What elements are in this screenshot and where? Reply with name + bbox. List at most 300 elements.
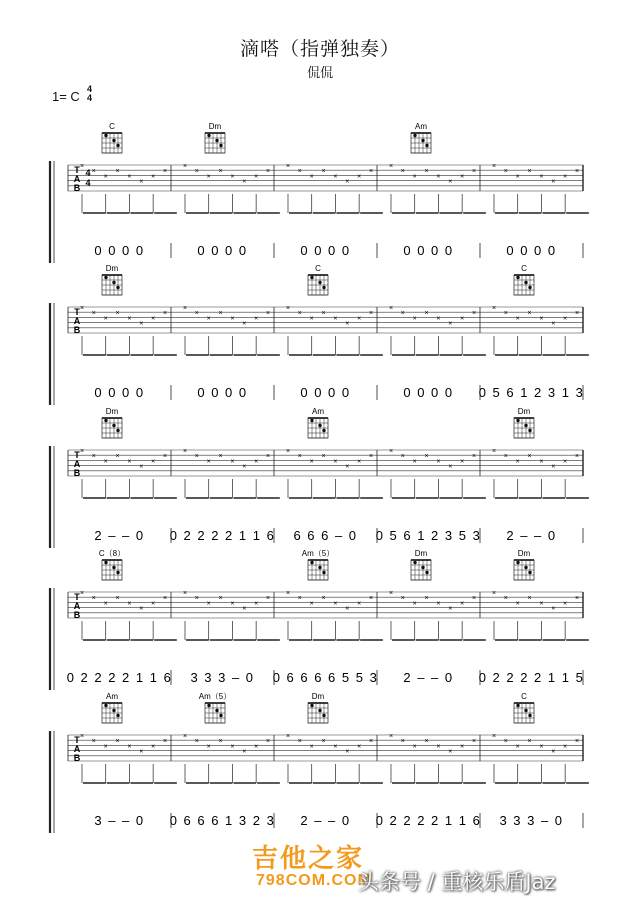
tab-note: × [254, 743, 259, 751]
tab-note: × [139, 605, 144, 613]
tab-note: × [412, 173, 417, 181]
tab-note: × [471, 738, 477, 746]
chord-name: Dm [105, 407, 119, 416]
tab-note: × [515, 743, 520, 751]
tab-note: × [539, 315, 544, 323]
tab-note: × [333, 173, 338, 181]
tab-note: × [321, 168, 326, 176]
chord-finger-dot [318, 566, 321, 569]
chord-finger-dot [104, 276, 107, 279]
chord-finger-dot [219, 714, 222, 717]
tab-clef-letter: A [73, 744, 81, 754]
chord-finger-dot [116, 429, 119, 432]
tab-note: × [503, 310, 508, 318]
tab-note: × [297, 595, 302, 603]
tab-clef-letter: B [73, 325, 81, 335]
tab-note: × [539, 173, 544, 181]
tab-note: × [388, 448, 394, 455]
tab-clef-letter: T [74, 592, 80, 602]
artist-name: 侃侃 [306, 66, 333, 81]
tab-note: × [297, 453, 302, 461]
chord-finger-dot [516, 704, 519, 707]
chord-finger-dot [104, 134, 107, 137]
tab-note: × [265, 310, 271, 318]
tab-note: × [357, 173, 362, 181]
tab-clef-letter: B [73, 183, 81, 193]
tab-note: × [563, 173, 568, 181]
tab-note: × [539, 743, 544, 751]
tab-note: × [357, 600, 362, 608]
tab-note: × [460, 315, 465, 323]
tab-note: × [206, 458, 211, 466]
tab-note: × [436, 600, 441, 608]
tab-note: × [182, 733, 188, 740]
song-title: 滴嗒（指弹独奏） [239, 38, 400, 60]
tab-note: × [491, 590, 497, 597]
tab-note: × [139, 178, 144, 186]
tab-clef-letter: T [74, 450, 80, 460]
tab-note: × [333, 458, 338, 466]
tab-note: × [151, 458, 156, 466]
tab-note: × [103, 173, 108, 181]
tab-note: × [448, 178, 453, 186]
tab-note: × [79, 590, 85, 597]
chord-finger-dot [524, 424, 527, 427]
notation-measure: 2 – – 0 [94, 528, 145, 543]
tab-note: × [527, 168, 532, 176]
chord-finger-dot [207, 134, 210, 137]
tab-note: × [194, 168, 199, 176]
tab-note: × [309, 173, 314, 181]
tab-note: × [162, 738, 168, 746]
tab-note: × [230, 743, 235, 751]
tab-clef-letter: B [73, 468, 81, 478]
chord-name: Dm [311, 692, 325, 701]
chord-finger-dot [425, 571, 428, 574]
tab-note: × [230, 458, 235, 466]
tab-note: × [321, 310, 326, 318]
tab-note: × [265, 738, 271, 746]
chord-finger-dot [425, 144, 428, 147]
tab-note: × [515, 600, 520, 608]
tab-note: × [388, 163, 394, 170]
tab-note: × [182, 448, 188, 455]
tab-note: × [127, 315, 132, 323]
chord-finger-dot [528, 286, 531, 289]
tab-note: × [194, 310, 199, 318]
tab-note: × [115, 738, 120, 746]
chord-finger-dot [413, 561, 416, 564]
tab-note: × [471, 168, 477, 176]
chord-finger-dot [322, 429, 325, 432]
notation-measure: 0 2 2 2 2 1 1 6 [169, 528, 276, 543]
tab-clef-letter: A [73, 316, 81, 326]
tab-note: × [309, 743, 314, 751]
tab-clef-letter: A [73, 174, 81, 184]
tab-note: × [333, 743, 338, 751]
tab-note: × [527, 595, 532, 603]
tab-note: × [491, 733, 497, 740]
tab-note: × [574, 738, 580, 746]
tab-note: × [574, 168, 580, 176]
tab-note: × [321, 453, 326, 461]
tab-note: × [254, 315, 259, 323]
notation-measure: 6 6 6 – 0 [293, 528, 358, 543]
notation-measure: 3 – – 0 [94, 813, 145, 828]
chord-finger-dot [524, 709, 527, 712]
time-signature-bottom: 4 [87, 93, 93, 103]
chord-finger-dot [112, 281, 115, 284]
chord-finger-dot [310, 561, 313, 564]
chord-finger-dot [318, 281, 321, 284]
tab-note: × [285, 163, 291, 170]
chord-finger-dot [207, 704, 210, 707]
tab-note: × [400, 453, 405, 461]
tab-note: × [563, 458, 568, 466]
tab-note: × [333, 315, 338, 323]
tab-note: × [345, 605, 350, 613]
tab-clef-letter: B [73, 610, 81, 620]
tab-note: × [139, 748, 144, 756]
chord-finger-dot [516, 276, 519, 279]
chord-name: Dm [105, 264, 119, 273]
tab-note: × [127, 600, 132, 608]
watermark-logo: 吉他之家 [252, 844, 365, 874]
chord-finger-dot [516, 561, 519, 564]
tab-clef-letter: T [74, 307, 80, 317]
tab-note: × [460, 458, 465, 466]
chord-finger-dot [310, 704, 313, 707]
notation-measure: 0 0 0 0 [94, 385, 145, 400]
notation-measure: 0 0 0 0 [94, 243, 145, 258]
tab-note: × [491, 163, 497, 170]
tab-note: × [321, 738, 326, 746]
tab-note: × [515, 173, 520, 181]
notation-measure: 0 2 2 2 2 1 1 6 [66, 670, 173, 685]
tab-note: × [460, 600, 465, 608]
tab-note: × [471, 595, 477, 603]
chord-finger-dot [112, 424, 115, 427]
tab-note: × [491, 305, 497, 312]
chord-finger-dot [318, 709, 321, 712]
tab-note: × [448, 463, 453, 471]
tab-note: × [79, 733, 85, 740]
chord-finger-dot [528, 429, 531, 432]
tab-note: × [388, 733, 394, 740]
tab-note: × [574, 453, 580, 461]
tab-note: × [527, 310, 532, 318]
tab-note: × [321, 595, 326, 603]
chord-finger-dot [215, 139, 218, 142]
tab-note: × [448, 748, 453, 756]
tab-note: × [471, 453, 477, 461]
tab-note: × [91, 738, 96, 746]
tab-note: × [151, 743, 156, 751]
tab-note: × [436, 315, 441, 323]
tab-note: × [91, 310, 96, 318]
tab-note: × [515, 458, 520, 466]
notation-measure: 0 6 6 6 6 5 5 3 [272, 670, 379, 685]
tab-note: × [182, 163, 188, 170]
tab-note: × [139, 320, 144, 328]
tab-note: × [254, 173, 259, 181]
chord-finger-dot [524, 566, 527, 569]
tab-note: × [503, 168, 508, 176]
chord-name: C（8） [98, 549, 126, 558]
tab-note: × [115, 595, 120, 603]
tab-note: × [151, 173, 156, 181]
chord-name: Am [106, 692, 118, 701]
tab-note: × [79, 448, 85, 455]
tab-note: × [309, 315, 314, 323]
tab-note: × [218, 168, 223, 176]
tab-note: × [162, 310, 168, 318]
tab-note: × [503, 595, 508, 603]
tab-note: × [448, 320, 453, 328]
tab-note: × [563, 600, 568, 608]
chord-finger-dot [528, 571, 531, 574]
tab-note: × [345, 463, 350, 471]
tab-note: × [551, 748, 556, 756]
tab-note: × [91, 168, 96, 176]
tab-note: × [357, 458, 362, 466]
tab-note: × [265, 168, 271, 176]
tab-note: × [254, 600, 259, 608]
chord-finger-dot [219, 144, 222, 147]
tab-note: × [412, 743, 417, 751]
tab-note: × [412, 458, 417, 466]
notation-measure: 0 5 6 1 2 3 1 3 [478, 385, 585, 400]
tab-note: × [162, 453, 168, 461]
tab-clef-letter: A [73, 601, 81, 611]
tab-note: × [230, 173, 235, 181]
chord-name: Dm [517, 549, 531, 558]
notation-measure: 2 – – 0 [403, 670, 454, 685]
tab-note: × [206, 743, 211, 751]
tab-note: × [218, 310, 223, 318]
tab-note: × [345, 178, 350, 186]
tab-note: × [103, 315, 108, 323]
tab-note: × [368, 310, 374, 318]
chord-name: Dm [414, 549, 428, 558]
tab-note: × [162, 168, 168, 176]
tab-note: × [242, 463, 247, 471]
tab-note: × [115, 453, 120, 461]
tab-note: × [242, 320, 247, 328]
notation-measure: 0 2 2 2 2 1 1 5 [478, 670, 585, 685]
tab-note: × [115, 310, 120, 318]
chord-name: C [521, 264, 527, 273]
tab-note: × [436, 173, 441, 181]
tab-note: × [309, 600, 314, 608]
tab-note: × [127, 743, 132, 751]
tab-note: × [357, 743, 362, 751]
tab-note: × [309, 458, 314, 466]
tab-note: × [539, 458, 544, 466]
chord-finger-dot [310, 276, 313, 279]
tab-note: × [182, 590, 188, 597]
tab-note: × [388, 305, 394, 312]
tab-clef-letter: A [73, 459, 81, 469]
tab-note: × [400, 168, 405, 176]
tab-note: × [151, 315, 156, 323]
tab-note: × [285, 590, 291, 597]
chord-name: Am [415, 122, 427, 131]
tab-note: × [412, 315, 417, 323]
tab-note: × [388, 590, 394, 597]
chord-finger-dot [318, 424, 321, 427]
tab-note: × [424, 453, 429, 461]
tab-note: × [265, 453, 271, 461]
tab-note: × [368, 168, 374, 176]
tab-note: × [242, 605, 247, 613]
watermark-text: 头条号 / 重核乐盾Jaz [358, 870, 556, 894]
tab-note: × [515, 315, 520, 323]
chord-finger-dot [112, 709, 115, 712]
tab-note: × [448, 605, 453, 613]
notation-measure: 0 2 2 2 2 1 1 6 [375, 813, 482, 828]
tab-note: × [551, 605, 556, 613]
tab-note: × [297, 168, 302, 176]
chord-name: C [109, 122, 115, 131]
tab-note: × [218, 453, 223, 461]
tab-note: × [436, 458, 441, 466]
tab-note: × [424, 168, 429, 176]
tab-note: × [206, 315, 211, 323]
chord-finger-dot [322, 286, 325, 289]
tab-note: × [139, 463, 144, 471]
tab-note: × [242, 178, 247, 186]
chord-finger-dot [421, 139, 424, 142]
tab-note: × [182, 305, 188, 312]
notation-measure: 2 – – 0 [506, 528, 557, 543]
tab-note: × [162, 595, 168, 603]
chord-finger-dot [116, 714, 119, 717]
tab-note: × [400, 310, 405, 318]
tab-note: × [333, 600, 338, 608]
tab-note: × [103, 600, 108, 608]
tab-note: × [563, 743, 568, 751]
tab-note: × [127, 173, 132, 181]
tab-time-signature: 4 [85, 168, 91, 178]
tab-note: × [254, 458, 259, 466]
tab-note: × [574, 595, 580, 603]
chord-finger-dot [528, 714, 531, 717]
chord-name: Am（5） [198, 692, 232, 701]
tab-note: × [436, 743, 441, 751]
notation-measure: 0 0 0 0 [506, 243, 557, 258]
chord-finger-dot [413, 134, 416, 137]
tab-note: × [412, 600, 417, 608]
chord-name: C [521, 692, 527, 701]
tab-note: × [563, 315, 568, 323]
tab-note: × [127, 458, 132, 466]
notation-measure: 0 6 6 6 1 3 2 3 [169, 813, 276, 828]
notation-measure: 3 3 3 – 0 [499, 813, 564, 828]
time-signature-top: 4 [87, 84, 93, 94]
tab-note: × [115, 168, 120, 176]
tab-note: × [297, 310, 302, 318]
tab-note: × [103, 743, 108, 751]
chord-finger-dot [104, 419, 107, 422]
chord-finger-dot [215, 709, 218, 712]
chord-finger-dot [421, 566, 424, 569]
tab-note: × [424, 595, 429, 603]
tab-note: × [503, 738, 508, 746]
tab-note: × [194, 595, 199, 603]
chord-finger-dot [322, 714, 325, 717]
notation-measure: 0 0 0 0 [197, 385, 248, 400]
tab-note: × [471, 310, 477, 318]
tab-note: × [527, 453, 532, 461]
tab-note: × [574, 310, 580, 318]
notation-measure: 0 0 0 0 [197, 243, 248, 258]
tab-note: × [285, 733, 291, 740]
tab-note: × [194, 453, 199, 461]
chord-finger-dot [104, 561, 107, 564]
tab-note: × [400, 738, 405, 746]
tab-note: × [218, 738, 223, 746]
notation-measure: 0 0 0 0 [403, 243, 454, 258]
notation-measure: 0 5 6 1 2 3 5 3 [375, 528, 482, 543]
tab-note: × [345, 748, 350, 756]
chord-finger-dot [322, 571, 325, 574]
tab-note: × [91, 595, 96, 603]
chord-name: Am [312, 407, 324, 416]
tab-note: × [91, 453, 96, 461]
tab-note: × [230, 600, 235, 608]
chord-name: Dm [517, 407, 531, 416]
tab-clef-letter: B [73, 753, 81, 763]
tab-note: × [424, 738, 429, 746]
tab-note: × [551, 463, 556, 471]
tab-note: × [151, 600, 156, 608]
notation-measure: 0 0 0 0 [300, 385, 351, 400]
chord-finger-dot [112, 139, 115, 142]
chord-finger-dot [116, 286, 119, 289]
watermark-logo-sub: 798COM.COM [256, 872, 372, 889]
tab-note: × [218, 595, 223, 603]
tab-note: × [285, 448, 291, 455]
tab-note: × [368, 453, 374, 461]
notation-measure: 0 0 0 0 [300, 243, 351, 258]
tab-note: × [297, 738, 302, 746]
chord-name: Am（5） [301, 549, 335, 558]
tab-note: × [206, 173, 211, 181]
chord-finger-dot [516, 419, 519, 422]
tab-note: × [206, 600, 211, 608]
tab-clef-letter: T [74, 735, 80, 745]
chord-finger-dot [310, 419, 313, 422]
tab-note: × [551, 178, 556, 186]
chord-finger-dot [116, 571, 119, 574]
key-signature: 1= C [52, 89, 80, 104]
tab-note: × [103, 458, 108, 466]
chord-finger-dot [112, 566, 115, 569]
tab-note: × [491, 448, 497, 455]
chord-finger-dot [116, 144, 119, 147]
tab-note: × [460, 743, 465, 751]
notation-measure: 0 0 0 0 [403, 385, 454, 400]
tab-note: × [345, 320, 350, 328]
tab-note: × [527, 738, 532, 746]
tab-note: × [265, 595, 271, 603]
notation-measure: 2 – – 0 [300, 813, 351, 828]
chord-finger-dot [524, 281, 527, 284]
tab-note: × [400, 595, 405, 603]
tab-note: × [79, 305, 85, 312]
tab-note: × [424, 310, 429, 318]
